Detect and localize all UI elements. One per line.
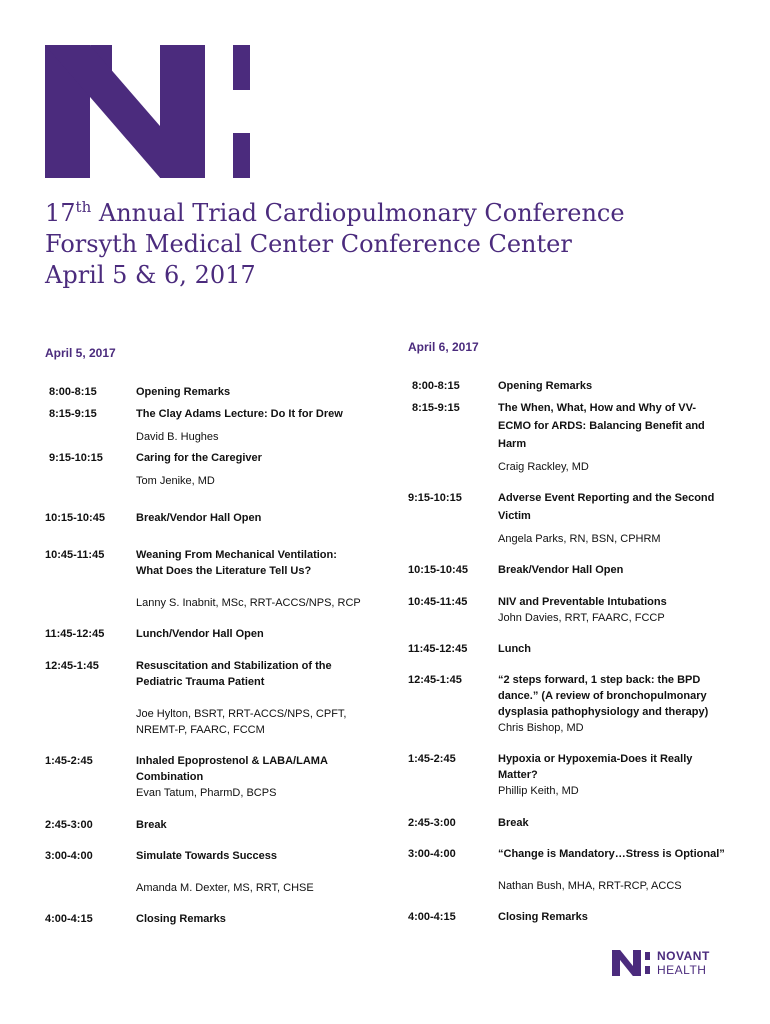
session-title: Adverse Event Reporting and the Second xyxy=(498,492,715,504)
session-time: 3:00-4:00 xyxy=(408,848,456,860)
session-title: Opening Remarks xyxy=(136,386,231,398)
session-time: 9:15-10:15 xyxy=(49,452,103,464)
session-time: 4:00-4:15 xyxy=(408,911,456,923)
session-title: Resuscitation and Stabilization of the xyxy=(136,660,332,672)
session-title: Victim xyxy=(498,510,531,522)
session-speaker: David B. Hughes xyxy=(136,431,219,443)
day2-heading: April 6, 2017 xyxy=(408,340,479,354)
session-speaker: Lanny S. Inabnit, MSc, RRT-ACCS/NPS, RCP xyxy=(136,597,361,609)
session-speaker: Tom Jenike, MD xyxy=(136,475,215,487)
session-title: The When, What, How and Why of VV- xyxy=(498,402,696,414)
session-time: 2:45-3:00 xyxy=(45,819,93,831)
session-time: 9:15-10:15 xyxy=(408,492,462,504)
session-title: Weaning From Mechanical Ventilation: xyxy=(136,549,337,561)
session-time: 11:45-12:45 xyxy=(408,643,468,655)
session-title: Closing Remarks xyxy=(498,911,588,923)
session-speaker: Amanda M. Dexter, MS, RRT, CHSE xyxy=(136,882,314,894)
session-title: ECMO for ARDS: Balancing Benefit and xyxy=(498,420,705,432)
brand-word-novant: NOVANT xyxy=(657,949,710,963)
session-title: Break xyxy=(498,817,529,829)
session-time: 10:15-10:45 xyxy=(45,512,105,524)
session-title: Break/Vendor Hall Open xyxy=(498,564,624,576)
session-time: 8:00-8:15 xyxy=(49,386,97,398)
session-speaker: Evan Tatum, PharmD, BCPS xyxy=(136,787,277,799)
session-title: Pediatric Trauma Patient xyxy=(136,676,265,688)
novant-n-icon xyxy=(612,950,652,976)
session-title: “2 steps forward, 1 step back: the BPD xyxy=(498,674,701,686)
session-speaker: John Davies, RRT, FAARC, FCCP xyxy=(498,612,665,624)
session-title: Lunch/Vendor Hall Open xyxy=(136,628,264,640)
session-title: dysplasia pathophysiology and therapy) xyxy=(498,706,709,718)
session-title: Lunch xyxy=(498,643,531,655)
session-speaker: Chris Bishop, MD xyxy=(498,722,584,734)
session-title: Opening Remarks xyxy=(498,380,593,392)
session-speaker: Joe Hylton, BSRT, RRT-ACCS/NPS, CPFT, xyxy=(136,708,347,720)
session-title: Inhaled Epoprostenol & LABA/LAMA xyxy=(136,755,328,767)
session-title: Break/Vendor Hall Open xyxy=(136,512,262,524)
session-title: Simulate Towards Success xyxy=(136,850,278,862)
session-title: Matter? xyxy=(498,769,538,781)
novant-logo-icon xyxy=(45,45,250,178)
session-speaker: NREMT-P, FAARC, FCCM xyxy=(136,724,265,736)
session-time: 10:45-11:45 xyxy=(408,596,468,608)
session-time: 1:45-2:45 xyxy=(408,753,456,765)
session-title: Hypoxia or Hypoxemia-Does it Really xyxy=(498,753,693,765)
session-title: dance.” (A review of bronchopulmonary xyxy=(498,690,707,702)
session-title: Closing Remarks xyxy=(136,913,226,925)
session-title: Combination xyxy=(136,771,204,783)
day1-heading: April 5, 2017 xyxy=(45,346,116,360)
session-time: 4:00-4:15 xyxy=(45,913,93,925)
session-speaker: Phillip Keith, MD xyxy=(498,785,579,797)
brand-word-health: HEALTH xyxy=(657,963,707,977)
session-time: 10:15-10:45 xyxy=(408,564,468,576)
session-title: “Change is Mandatory…Stress is Optional” xyxy=(498,848,725,860)
session-title: Caring for the Caregiver xyxy=(136,452,262,464)
session-time: 8:15-9:15 xyxy=(49,408,97,420)
session-title: The Clay Adams Lecture: Do It for Drew xyxy=(136,408,343,420)
session-title: Break xyxy=(136,819,167,831)
session-time: 12:45-1:45 xyxy=(45,660,99,672)
novant-health-logo xyxy=(612,950,727,978)
conference-title xyxy=(45,198,625,291)
session-time: 8:15-9:15 xyxy=(412,402,460,414)
session-speaker: Angela Parks, RN, BSN, CPHRM xyxy=(498,533,661,545)
session-time: 11:45-12:45 xyxy=(45,628,105,640)
title-line-2: Forsyth Medical Center Conference Center xyxy=(45,230,572,258)
title-line-3: April 5 & 6, 2017 xyxy=(45,261,256,289)
session-time: 10:45-11:45 xyxy=(45,549,105,561)
session-time: 3:00-4:00 xyxy=(45,850,93,862)
title-line-1: 17th Annual Triad Cardiopulmonary Conference xyxy=(45,198,625,227)
session-title: NIV and Preventable Intubations xyxy=(498,596,667,608)
session-time: 2:45-3:00 xyxy=(408,817,456,829)
session-time: 8:00-8:15 xyxy=(412,380,460,392)
session-time: 12:45-1:45 xyxy=(408,674,462,686)
session-speaker: Nathan Bush, MHA, RRT-RCP, ACCS xyxy=(498,880,682,892)
session-time: 1:45-2:45 xyxy=(45,755,93,767)
session-title: Harm xyxy=(498,438,527,450)
session-speaker: Craig Rackley, MD xyxy=(498,461,589,473)
session-title: What Does the Literature Tell Us? xyxy=(136,565,312,577)
